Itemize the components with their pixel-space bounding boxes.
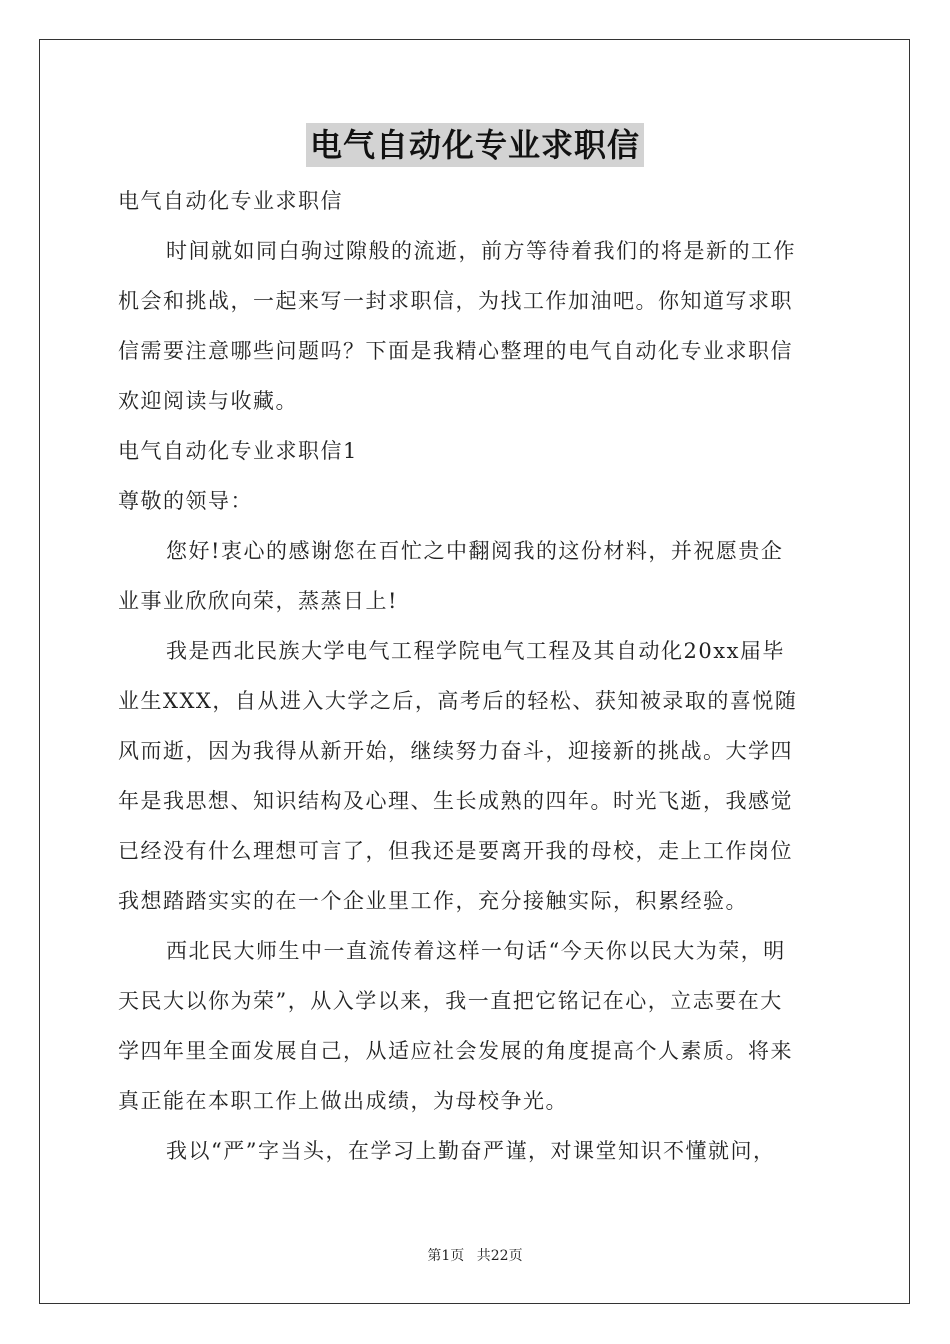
text-line: 我是西北民族大学电气工程学院电气工程及其自动化20xx届毕 [166,639,785,663]
text-line: 机会和挑战，一起来写一封求职信，为找工作加油吧。你知道写求职 [118,289,793,313]
text-line: 电气自动化专业求职信 [118,189,343,213]
text-line: 学四年里全面发展自己，从适应社会发展的角度提高个人素质。将来 [118,1039,793,1063]
text-line: 您好!衷心的感谢您在百忙之中翻阅我的这份材料，并祝愿贵企 [166,539,784,563]
text-line: 电气自动化专业求职信1 [118,439,358,463]
text-line: 我以“严”字当头，在学习上勤奋严谨，对课堂知识不懂就问， [166,1139,776,1163]
text-line: 天民大以你为荣”，从入学以来，我一直把它铭记在心，立志要在大 [118,989,783,1013]
text-line: 信需要注意哪些问题吗？下面是我精心整理的电气自动化专业求职信 [118,339,793,363]
page-total: 共22页 [476,1248,523,1264]
title-wrap [0,123,950,167]
text-line: 真正能在本职工作上做出成绩，为母校争光。 [118,1089,568,1113]
text-line: 业生XXX，自从进入大学之后，高考后的轻松、获知被录取的喜悦随 [118,689,798,713]
text-line: 我想踏踏实实的在一个企业里工作，充分接触实际，积累经验。 [118,889,748,913]
text-line: 风而逝，因为我得从新开始，继续努力奋斗，迎接新的挑战。大学四 [118,739,793,763]
text-line: 尊敬的领导： [118,489,253,513]
text-line: 年是我思想、知识结构及心理、生长成熟的四年。时光飞逝，我感觉 [118,789,793,813]
document-body [118,176,834,1176]
page-number: 第1页 [427,1248,465,1264]
document-title: 电气自动化专业求职信 [306,123,644,167]
text-line: 业事业欣欣向荣，蒸蒸日上! [118,589,398,613]
page-footer [0,1245,950,1265]
text-line: 西北民大师生中一直流传着这样一句话“今天你以民大为荣，明 [166,939,786,963]
text-line: 时间就如同白驹过隙般的流逝，前方等待着我们的将是新的工作 [166,239,796,263]
text-line: 欢迎阅读与收藏。 [118,389,298,413]
text-line: 已经没有什么理想可言了，但我还是要离开我的母校，走上工作岗位 [118,839,793,863]
